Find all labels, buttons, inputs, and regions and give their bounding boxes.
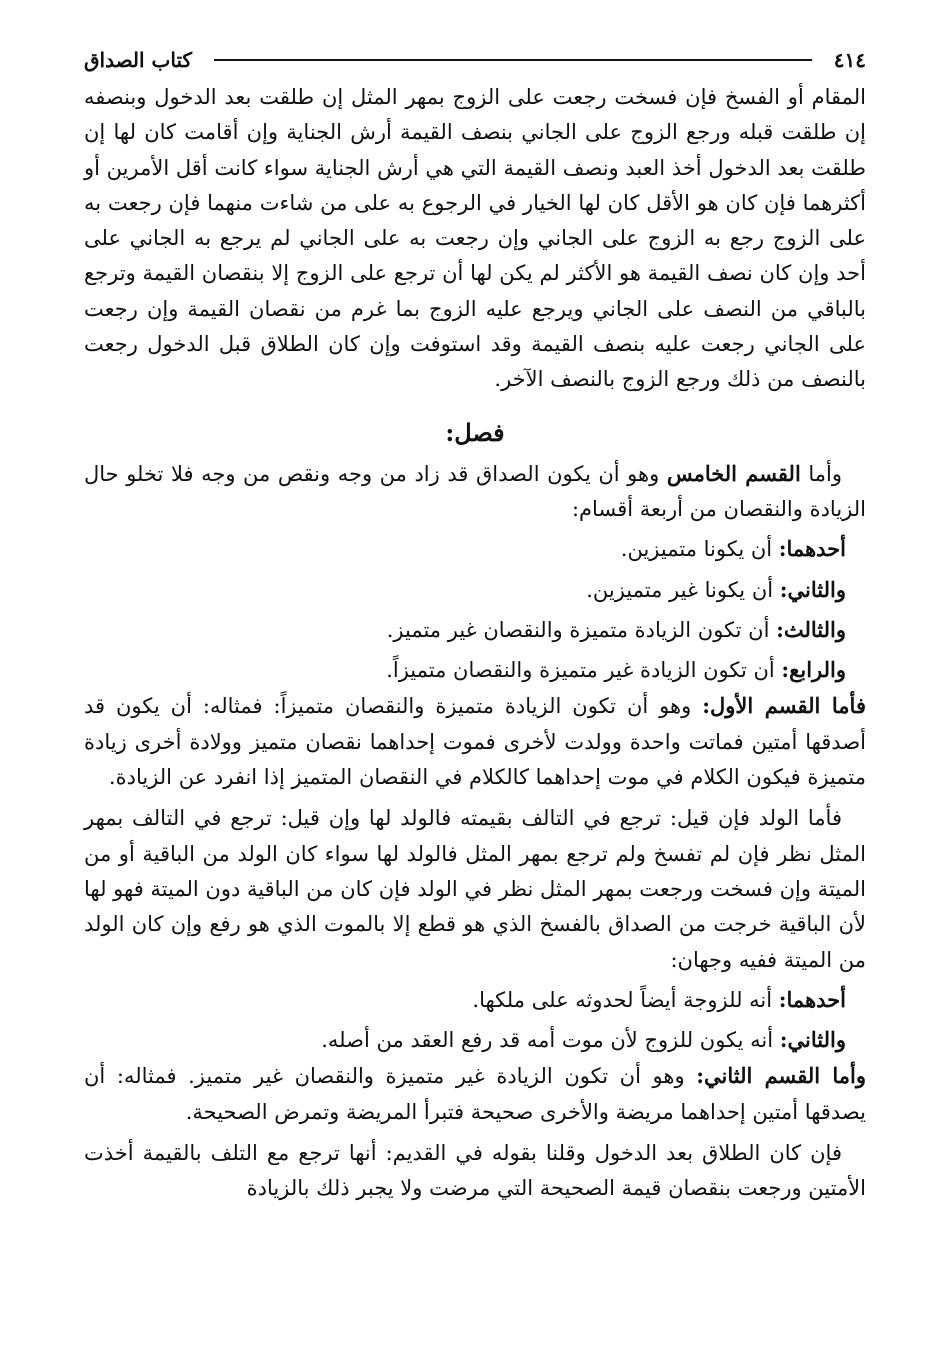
list1-item-text: أن يكونا متميزين.: [620, 537, 773, 562]
list1-item-text: أن تكون الزيادة متميزة والنقصان غير متميز.: [386, 617, 770, 642]
paragraph-2-rest: وهو أن يكون الصداق قد زاد من وجه ونقص من وجه فلا تخلو حال الزيادة والنقصان من أربعة أقسام:: [84, 461, 866, 521]
paragraph-2: [84, 456, 866, 528]
page-number: ٤١٤: [833, 48, 866, 72]
list1-item-label: أحدهما:: [778, 536, 846, 562]
list2-item-label: والثاني:: [779, 1027, 846, 1053]
list2-item-label: أحدهما:: [778, 986, 846, 1012]
paragraph-4: فأما الولد فإن قيل: ترجع في التالف بقيمته فالولد لها وإن قيل: ترجع في التالف بمهر المثل نظر فإن لم تفسخ ولم ترجع بمهر المثل فالولد لها سواء كان الولد من الباقية أو من الميتة وإن فسخت ورجعت بمهر المثل نظر في الولد فإن كان من الباقية دون الميتة فهو لها لأن الباقية خرجت من الصداق بالفسخ الذي هو قطع إلا بالموت الذي هو رفع وإن كان الولد من الميتة ففيه وجهان:: [84, 806, 866, 972]
paragraph-5-rest: وهو أن تكون الزيادة غير متميزة والنقصان غير متميز. فمثاله: أن يصدقها أمتين إحداهما مريضة والأخرى صحيحة فتبرأ المريضة وتمرض الصحيحة.: [84, 1064, 866, 1124]
list2-item: [84, 982, 866, 1018]
paragraph-5-bold: وأما القسم الثاني:: [696, 1063, 866, 1089]
list1-item: [84, 612, 866, 648]
list1-item-label: والثالث:: [776, 616, 846, 642]
section-heading: فصل:: [445, 417, 505, 447]
list1-item-text: أن يكونا غير متميزين.: [586, 577, 774, 602]
paragraph-2-bold: القسم الخامس: [666, 460, 801, 486]
paragraph-2-lead: وأما: [808, 461, 842, 486]
list2-item-text: أنه يكون للزوج لأن موت أمه قد رفع العقد من أصله.: [321, 1028, 774, 1053]
list1-item: [84, 652, 866, 688]
list1-item-text: أن تكون الزيادة غير متميزة والنقصان متميزاً.: [386, 658, 775, 683]
book-page: [84, 40, 866, 1207]
list1-item-label: والثاني:: [779, 576, 846, 602]
header-rule: [214, 59, 812, 61]
list1-item-label: والرابع:: [781, 657, 846, 683]
list1-item: [84, 531, 866, 567]
list1-item: [84, 572, 866, 608]
paragraph-3-bold: فأما القسم الأول:: [702, 693, 866, 719]
list2-item: [84, 1022, 866, 1058]
paragraph-3: [84, 688, 866, 795]
list2-item-text: أنه للزوجة أيضاً لحدوثه على ملكها.: [472, 987, 773, 1012]
book-title: كتاب الصداق: [84, 48, 193, 72]
page-header: [84, 40, 866, 80]
paragraph-5: [84, 1058, 866, 1130]
paragraph-1: المقام أو الفسخ فإن فسخت رجعت على الزوج بمهر المثل إن طلقت بعد الدخول وبنصفه إن طلقت قبله ورجع الزوج على الجاني بنصف القيمة أرش الجناية وإن أقامت كان لها إن طلقت بعد الدخول أخذ العبد ونصف القيمة التي هي أرش الجناية سواء كانت أقل الأمرين أو أكثرهما فإن كان هو الأقل كان لها الخيار في الرجوع به على من شاءت منهما فإن رجعت به على الزوج رجع به الزوج على الجاني وإن رجعت به على الجاني لم يرجع به الجاني على أحد وإن كان نصف القيمة هو الأكثر لم يكن لها أن ترجع على الزوج إلا بنقصان القيمة وترجع بالباقي من النصف على الجاني ويرجع عليه الزوج بما غرم من نقصان القيمة وإن رجعت على الجاني رجعت عليه بنصف القيمة وقد استوفت وإن كان الطلاق قبل الدخول رجعت بالنصف من ذلك ورجع الزوج بالنصف الآخر.: [84, 85, 866, 392]
paragraph-3-rest: وهو أن تكون الزيادة متميزة والنقصان متميزاً: فمثاله: أن يكون قد أصدقها أمتين فماتت واحدة وولدت لأخرى فموت إحداهما نقصان متميز وولادة أخرى زيادة متميزة فيكون الكلام في موت إحداهما كالكلام في النقصان المتميز إذا انفرد عن الزيادة.: [84, 694, 866, 790]
paragraph-6: فإن كان الطلاق بعد الدخول وقلنا بقوله في القديم: أنها ترجع مع التلف بالقيمة أخذت الأمتين ورجعت بنقصان قيمة الصحيحة التي مرضت ولا يجبر ذلك بالزيادة: [84, 1141, 866, 1201]
